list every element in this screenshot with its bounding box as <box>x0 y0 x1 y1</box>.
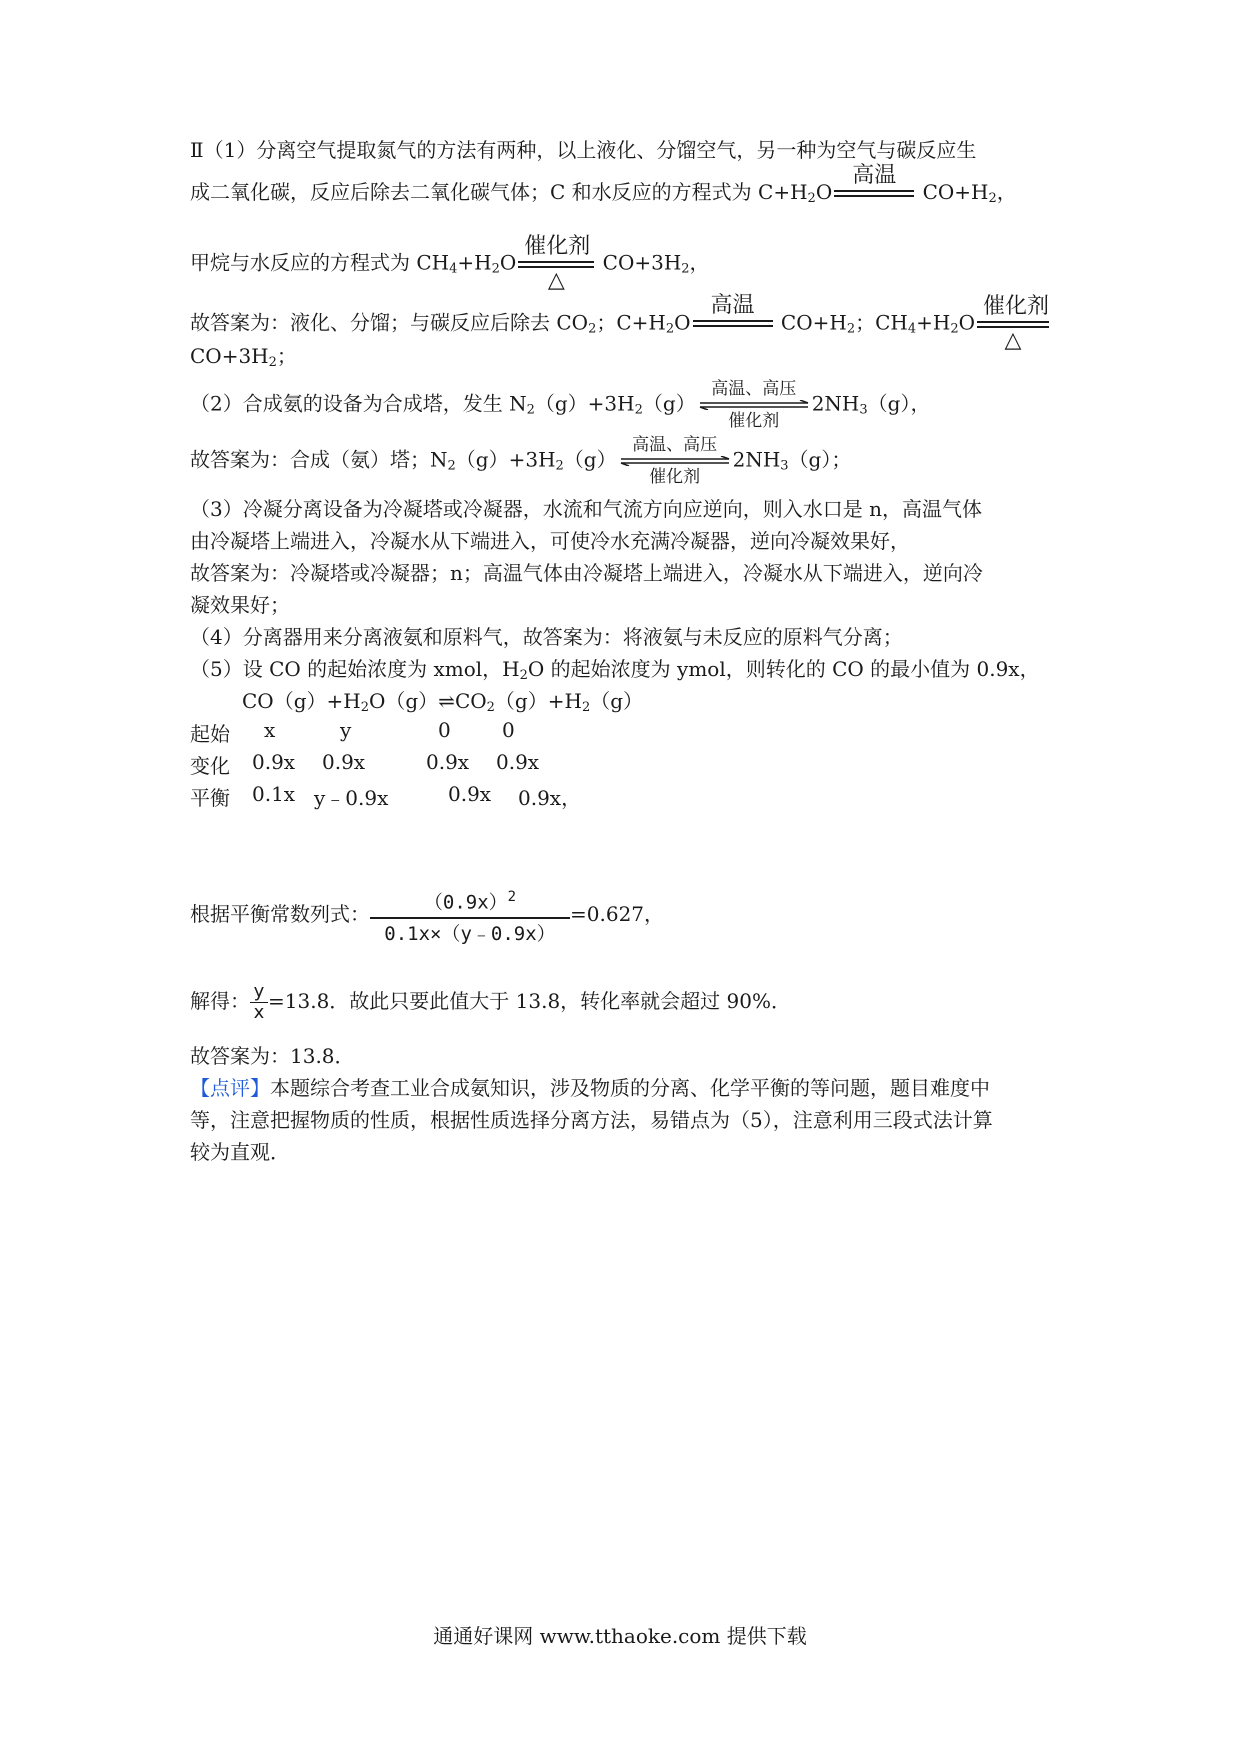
table-cell: 0.1x <box>252 782 296 806</box>
condition-above: 高温、高压 <box>632 435 718 455</box>
text: 凝效果好； <box>190 593 290 617</box>
comment-line-2 <box>190 1104 993 1136</box>
paragraph-line-8 <box>190 493 982 525</box>
text: ； <box>276 344 297 368</box>
text: 根据平衡常数列式： <box>190 902 370 927</box>
subscript: 2 <box>950 321 959 337</box>
paragraph-line-2 <box>190 162 1017 215</box>
subscript: 2 <box>360 700 369 715</box>
text: 较为直观． <box>190 1140 290 1164</box>
text: ， <box>689 250 710 275</box>
text: +H <box>457 250 492 275</box>
reaction-condition-high-temp <box>834 163 914 197</box>
text: （g） <box>590 689 644 713</box>
text: 故答案为：13.8． <box>190 1044 355 1068</box>
table-cell: 0.9x <box>426 750 470 774</box>
equals-bar <box>693 325 773 327</box>
text: 故答案为：冷凝塔或冷凝器；n；高温气体由冷凝塔上端进入，冷凝水从下端进入，逆向冷 <box>190 561 983 585</box>
condition-above: 催化剂 <box>983 294 1050 319</box>
comment-line-1 <box>190 1072 990 1104</box>
reaction-condition-catalyst-heat <box>977 294 1049 354</box>
page-footer: 通通好课网 www.tthaoke.com 提供下载 <box>433 1624 807 1648</box>
numerator-text: （0.9x） <box>423 891 508 914</box>
text: =0.627， <box>570 902 665 927</box>
paragraph-line-10 <box>190 557 983 589</box>
subscript: 2 <box>634 402 643 418</box>
text: （5）设 CO 的起始浓度为 xmol，H <box>190 657 520 681</box>
condition-above: 催化剂 <box>524 234 591 259</box>
subscript: 2 <box>581 700 591 715</box>
text: 成二氧化碳，反应后除去二氧化碳气体；C 和水反应的方程式为 C+H <box>190 180 808 204</box>
text: （g） <box>642 391 696 416</box>
paragraph-line-9 <box>190 525 910 557</box>
text: （g） <box>563 447 617 472</box>
subscript: 2 <box>555 458 564 474</box>
paragraph-line-4 <box>190 294 1051 354</box>
text: O <box>499 250 517 275</box>
text: CO（g）+H <box>242 689 361 713</box>
solution-line <box>190 982 791 1023</box>
text: =13.8．故此只要此值大于 13.8，转化率就会超过 90%． <box>268 989 791 1013</box>
subscript: 2 <box>665 321 675 337</box>
condition-above: 高温、高压 <box>711 379 797 399</box>
table-cell: 0.9x <box>448 782 492 806</box>
comment-line-3 <box>190 1136 290 1168</box>
text: ， <box>996 180 1017 204</box>
equilibrium-constant-line <box>190 882 664 949</box>
subscript: 2 <box>846 321 856 337</box>
table-cell: 0.9x <box>496 750 540 774</box>
condition-below: 催化剂 <box>649 467 701 487</box>
fraction-numerator: y <box>253 981 265 1002</box>
equals-bar <box>518 261 594 263</box>
text: 等，注意把握物质的性质，根据性质选择分离方法，易错点为（5），注意利用三段式法计算 <box>190 1108 993 1132</box>
text: 故答案为：液化、分馏；与碳反应后除去 CO <box>190 310 589 335</box>
text: 由冷凝塔上端进入，冷凝水从下端进入，可使冷水充满冷凝器，逆向冷凝效果好， <box>190 529 910 553</box>
reaction-condition-catalyst-heat <box>518 234 594 294</box>
exponent: 2 <box>507 889 517 905</box>
condition-below: 催化剂 <box>728 411 780 431</box>
text: O 的起始浓度为 ymol，则转化的 CO 的最小值为 0.9x， <box>527 657 1040 681</box>
text: （g）+3H <box>455 447 556 472</box>
text: （4）分离器用来分离液氨和原料气，故答案为：将液氨与未反应的原料气分离； <box>190 625 903 649</box>
text: 甲烷与水反应的方程式为 CH <box>190 250 450 275</box>
reversible-arrow-icon <box>698 400 810 410</box>
fraction-denominator: x <box>250 1002 268 1023</box>
paragraph-line-5 <box>190 340 297 379</box>
text: CO+H <box>922 180 989 204</box>
text: 本题综合考查工业合成氨知识，涉及物质的分离、化学平衡的等问题，题目难度中 <box>270 1076 990 1100</box>
y-over-x-fraction <box>250 982 268 1023</box>
text: （g）， <box>867 391 931 416</box>
subscript: 3 <box>859 402 868 418</box>
reversible-arrow-icon <box>619 456 731 466</box>
table-cell: 0.9x <box>252 750 296 774</box>
text: 2NH <box>732 447 781 472</box>
paragraph-line-7 <box>190 434 851 488</box>
row-label: 平衡 <box>190 786 230 810</box>
condition-above: 高温 <box>710 293 755 318</box>
equals-bar <box>977 321 1049 323</box>
text: CO+H <box>780 310 847 335</box>
subscript: 2 <box>588 321 597 337</box>
subscript: 2 <box>988 191 997 206</box>
subscript: 2 <box>681 261 690 277</box>
subscript: 4 <box>907 321 917 337</box>
paragraph-line-12 <box>190 621 903 653</box>
row-label: 起始 <box>190 722 230 746</box>
table-cell: 0 <box>502 718 515 742</box>
subscript: 2 <box>519 668 528 683</box>
text: Ⅱ（1）分离空气提取氮气的方法有两种，以上液化、分馏空气，另一种为空气与碳反应生 <box>190 138 977 162</box>
text: （g）； <box>788 447 852 472</box>
text: CO+3H <box>602 250 682 275</box>
text: ；CH <box>855 310 908 335</box>
text: （g）+3H <box>534 391 635 416</box>
text: O <box>958 310 976 335</box>
table-cell: 0.9x <box>322 750 366 774</box>
equals-bar <box>693 320 773 322</box>
text: （2）合成氨的设备为合成塔，发生 N <box>190 391 527 416</box>
paragraph-line-6 <box>190 378 930 432</box>
text: ；C+H <box>596 310 666 335</box>
subscript: 2 <box>491 261 500 277</box>
subscript: 2 <box>486 700 495 715</box>
text: CO+3H <box>190 344 269 368</box>
text: 解得： <box>190 989 250 1013</box>
text: +H <box>916 310 951 335</box>
text: 2NH <box>811 391 860 416</box>
subscript: 2 <box>526 402 535 418</box>
paragraph-line-1 <box>190 134 976 166</box>
comment-tag: 【点评】 <box>190 1076 270 1100</box>
text: O <box>815 180 833 204</box>
reversible-arrow <box>619 434 731 488</box>
fraction-denominator: 0.1x×（y﹣0.9x） <box>370 917 570 949</box>
row-label: 变化 <box>190 754 230 778</box>
text: （g）+H <box>494 689 582 713</box>
text: （3）冷凝分离设备为冷凝塔或冷凝器，水流和气流方向应逆向，则入水口是 n，高温气体 <box>190 497 982 521</box>
fraction-numerator <box>370 882 570 917</box>
paragraph-line-11 <box>190 589 290 621</box>
equals-bar <box>834 195 914 197</box>
table-cell: 0 <box>438 718 451 742</box>
condition-below: △ <box>547 268 565 293</box>
condition-below: △ <box>1004 328 1022 353</box>
subscript: 2 <box>447 458 456 474</box>
paragraph-line-3 <box>190 234 710 294</box>
subscript: 3 <box>780 458 789 474</box>
table-cell: y﹣0.9x <box>314 786 389 810</box>
equilibrium-fraction <box>370 882 570 949</box>
equals-bar <box>834 190 914 192</box>
subscript: 2 <box>268 355 277 370</box>
subscript: 2 <box>807 191 816 206</box>
condition-above: 高温 <box>852 162 897 188</box>
text: O <box>674 310 691 335</box>
reaction-condition-high-temp <box>693 293 773 327</box>
final-answer-line <box>190 1040 355 1072</box>
reversible-arrow <box>698 378 810 432</box>
text: O（g）⇌CO <box>368 689 487 713</box>
subscript: 4 <box>449 261 458 277</box>
table-cell: x <box>264 718 276 742</box>
text: 故答案为：合成（氨）塔；N <box>190 447 448 472</box>
table-cell: y <box>340 718 352 742</box>
table-cell: 0.9x， <box>518 786 582 810</box>
